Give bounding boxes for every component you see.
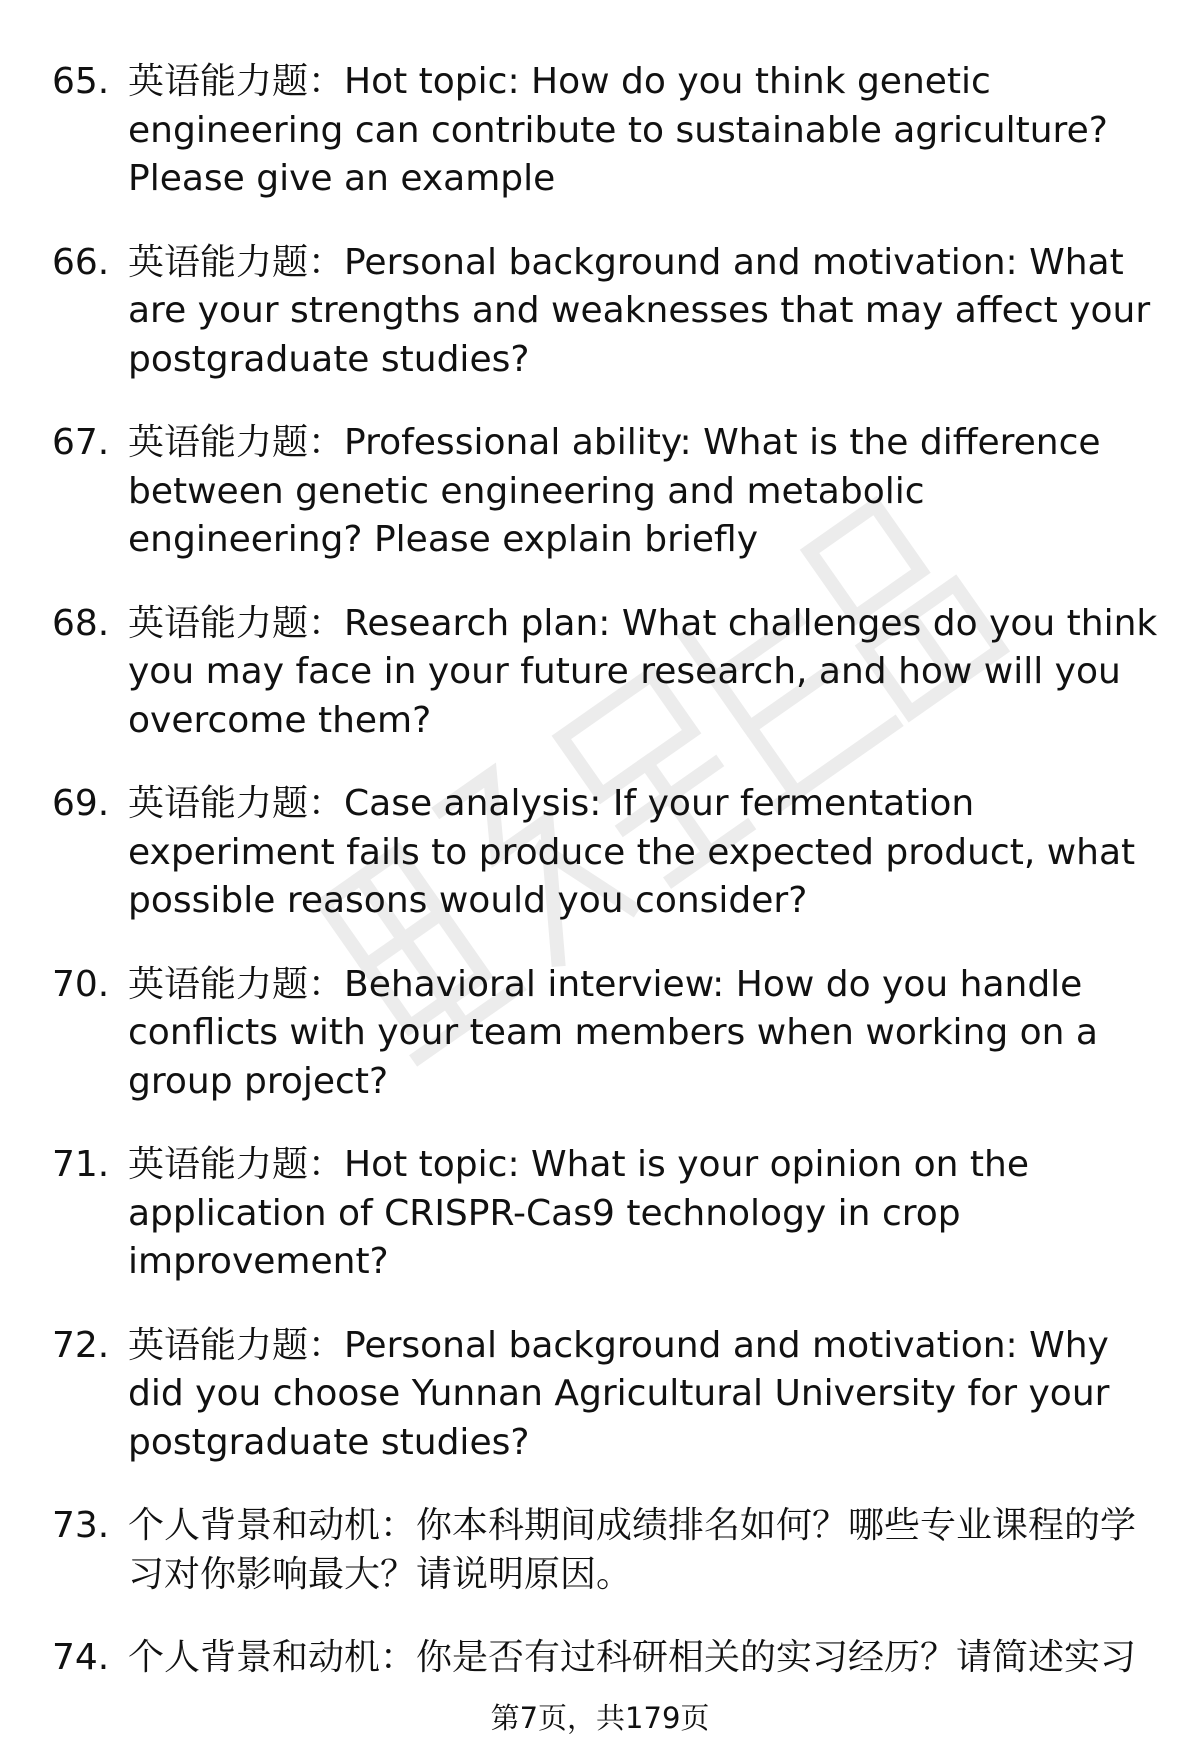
question-text: 英语能力题：Hot topic: How do you think genetic engineering can contribute to sustainable agriculture? Please give an example <box>128 61 1108 199</box>
question-number: 65. <box>52 61 110 102</box>
question-number: 66. <box>52 241 110 283</box>
question-item <box>0 419 1200 565</box>
question-text: 英语能力题：Behavioral interview: How do you handle conflicts with your team members when working on a group project? <box>128 963 1098 1102</box>
question-text: 英语能力题：Hot topic: What is your opinion on the application of CRISPR-Cas9 technology in crop improvement? <box>128 1144 1029 1282</box>
question-text: 英语能力题：Research plan: What challenges do you think you may face in your future research, and how will you overcome them? <box>128 602 1158 741</box>
question-number: 69. <box>52 783 110 824</box>
question-item <box>0 600 1200 746</box>
question-number: 67. <box>52 422 110 463</box>
question-item <box>0 58 1200 204</box>
question-text: 个人背景和动机：你是否有过科研相关的实习经历？请简述实习 <box>128 1637 1137 1678</box>
question-item <box>0 1141 1200 1287</box>
question-number: 74. <box>52 1637 110 1678</box>
question-item <box>0 961 1200 1107</box>
question-number: 68. <box>52 602 110 644</box>
question-item <box>0 780 1200 926</box>
question-number: 71. <box>52 1144 110 1185</box>
question-text: 英语能力题：Professional ability: What is the difference between genetic engineering and metabolic engineering? Please explain briefly <box>128 422 1101 560</box>
question-number: 72. <box>52 1324 110 1366</box>
question-text: 英语能力题：Personal background and motivation: Why did you choose Yunnan Agricultural University for your postgraduate studies? <box>128 1324 1110 1463</box>
question-text: 英语能力题：Personal background and motivation: What are your strengths and weaknesses that may affect your postgraduate studies? <box>128 241 1151 380</box>
question-number: 70. <box>52 963 110 1005</box>
question-list <box>0 58 1200 1718</box>
question-item <box>0 1322 1200 1468</box>
page-footer: 第7页，共179页 <box>490 1701 710 1735</box>
question-item <box>0 1634 1200 1683</box>
question-item <box>0 1502 1200 1599</box>
question-number: 73. <box>52 1505 110 1546</box>
question-text: 个人背景和动机：你本科期间成绩排名如何？哪些专业课程的学习对你影响最大？请说明原因。 <box>128 1505 1137 1595</box>
question-text: 英语能力题：Case analysis: If your fermentation experiment fails to produce the expected product, what possible reasons would you consider? <box>128 783 1136 921</box>
question-item <box>0 239 1200 385</box>
